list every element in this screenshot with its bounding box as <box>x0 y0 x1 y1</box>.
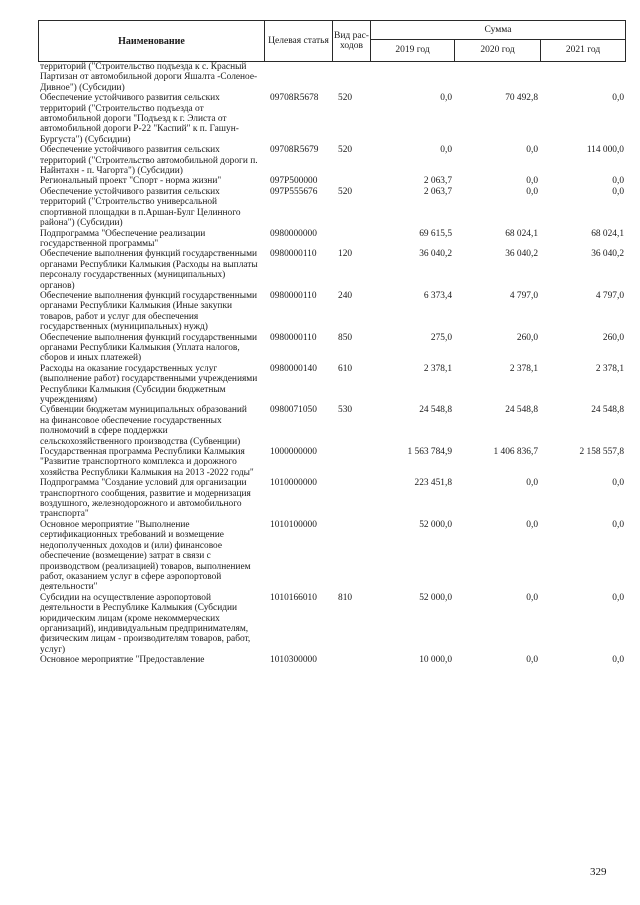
row-code: 09708R5679 <box>270 145 319 156</box>
row-2019: 10 000,0 <box>419 655 452 666</box>
row-2021: 24 548,8 <box>591 405 624 416</box>
row-2019: 1 563 784,9 <box>407 447 452 458</box>
row-2019: 69 615,5 <box>419 228 452 239</box>
table-row <box>38 364 626 406</box>
row-code: 097P555676 <box>270 186 318 197</box>
row-code: 0980000110 <box>270 332 317 343</box>
row-2019: 52 000,0 <box>419 519 452 530</box>
row-vid: 120 <box>338 249 353 260</box>
row-2019: 52 000,0 <box>419 592 452 603</box>
row-name: Субвенции бюджетам муниципальных образований на финансовое обеспечение государственных полномочий в сфере поддержки сельскохозяйственного производства (Субвенции) <box>40 405 247 447</box>
row-2021: 0,0 <box>612 478 624 489</box>
header-sum-group <box>371 21 625 61</box>
row-2020: 68 024,1 <box>505 228 538 239</box>
header-year-2020: 2020 год <box>455 39 541 61</box>
row-2020: 0,0 <box>526 592 538 603</box>
page-number: 329 <box>590 866 607 878</box>
row-2020: 260,0 <box>516 332 538 343</box>
row-code: 0980000000 <box>270 228 317 239</box>
row-2021: 0,0 <box>612 655 624 666</box>
row-2020: 4 797,0 <box>509 290 538 301</box>
row-name: Основное мероприятие "Выполнение сертификационных требований и возмещение недополученных доходов и (или) финансовое обеспечение (возмещение) затрат в связи с производством (реализацией) товаров, выполнением работ, оказанием услуг в сфере аэропортовой деятельности" <box>40 519 251 593</box>
table-row <box>38 333 626 364</box>
header-sum: Сумма <box>371 21 625 40</box>
row-2020: 70 492,8 <box>505 93 538 104</box>
table-row <box>38 405 626 447</box>
row-name: Подпрограмма "Создание условий для организации транспортного сообщения, развитие и модернизация воздушного, железнодорожного и автомобильного транспорта" <box>40 478 251 520</box>
row-2020: 0,0 <box>526 186 538 197</box>
row-code: 1010100000 <box>270 519 317 530</box>
row-code: 09708R5678 <box>270 93 319 104</box>
row-name: Обеспечение устойчивого развития сельских территорий ("Строительство подъезда от автомобильной дороги "Подъезд к г. Элиста от автомобильной дороги Р-22 "Каспий" к п. Гашун-Бургуста") (Субсидии) <box>40 93 239 145</box>
row-code: 1010000000 <box>270 478 317 489</box>
table-row <box>38 176 626 186</box>
row-2019: 2 063,7 <box>423 176 452 187</box>
row-vid: 240 <box>338 290 353 301</box>
table-row <box>38 291 626 333</box>
row-name: Обеспечение устойчивого развития сельских территорий ("Строительство универсальной спортивной площадки в п.Аршан-Булг Целинного района") (Субсидии) <box>40 186 241 229</box>
row-code: 0980000110 <box>270 290 317 301</box>
header-year-2021: 2021 год <box>565 44 601 55</box>
budget-table <box>38 20 626 666</box>
table-body <box>38 62 626 666</box>
table-row <box>38 187 626 229</box>
table-row <box>38 93 626 145</box>
row-2020: 0,0 <box>526 176 538 187</box>
table-row <box>38 655 626 665</box>
row-2021: 68 024,1 <box>591 228 624 239</box>
header-name: Наименование <box>39 21 265 61</box>
row-code: 0980000140 <box>270 363 317 374</box>
row-name: Основное мероприятие "Предоставление <box>40 655 205 666</box>
row-2021: 0,0 <box>612 519 624 530</box>
row-name: Региональный проект "Спорт - норма жизни" <box>40 176 222 187</box>
row-2021: 2 378,1 <box>595 363 624 374</box>
row-2020: 0,0 <box>526 145 538 156</box>
table-row <box>38 229 626 250</box>
row-code: 0980000110 <box>270 249 317 260</box>
row-code: 1010300000 <box>270 655 317 666</box>
row-vid: 610 <box>338 363 353 374</box>
table-row <box>38 62 626 93</box>
header-expense-type: Вид рас-ходов <box>333 21 371 61</box>
row-2020: 2 378,1 <box>509 363 538 374</box>
row-2020: 36 040,2 <box>505 249 538 260</box>
row-name: территорий ("Строительство подъезда к с. Красный Партизан от автомобильной дороги Яшалта -Соленое-Дивное") (Субсидии) <box>40 62 258 93</box>
row-2019: 275,0 <box>430 332 452 343</box>
row-code: 097P500000 <box>270 176 318 187</box>
row-2019: 0,0 <box>440 145 452 156</box>
row-2019: 2 063,7 <box>423 186 452 197</box>
table-row <box>38 249 626 291</box>
row-name: Государственная программа Республики Калмыкия "Развитие транспортного комплекса и дорожного хозяйства Республики Калмыкия на 2013 -2022 годы" <box>40 447 254 478</box>
row-2020: 0,0 <box>526 655 538 666</box>
row-2019: 223 451,8 <box>414 478 452 489</box>
row-2021: 0,0 <box>612 176 624 187</box>
row-2019: 6 373,4 <box>423 290 452 301</box>
row-2021: 0,0 <box>612 592 624 603</box>
row-2019: 2 378,1 <box>423 363 452 374</box>
row-vid: 520 <box>338 93 353 104</box>
table-row <box>38 593 626 655</box>
row-2019: 0,0 <box>440 93 452 104</box>
row-name: Подпрограмма "Обеспечение реализации государственной программы" <box>40 228 206 249</box>
row-vid: 810 <box>338 592 353 603</box>
row-name: Расходы на оказание государственных услуг (выполнение работ) государственными учреждениями Республики Калмыкия (Субсидии бюджетным учреждениям) <box>40 363 258 405</box>
row-2020: 24 548,8 <box>505 405 538 416</box>
row-2021: 114 000,0 <box>586 145 624 156</box>
table-row <box>38 145 626 176</box>
row-2020: 0,0 <box>526 478 538 489</box>
row-2019: 24 548,8 <box>419 405 452 416</box>
header-target-article: Целевая статья <box>265 21 333 61</box>
row-2021: 260,0 <box>602 332 624 343</box>
row-2021: 4 797,0 <box>595 290 624 301</box>
table-row <box>38 478 626 520</box>
header-year-2019: 2019 год <box>371 39 455 61</box>
row-2021: 0,0 <box>612 93 624 104</box>
table-row <box>38 447 626 478</box>
table-header <box>38 20 626 62</box>
row-2021: 36 040,2 <box>591 249 624 260</box>
row-vid: 850 <box>338 332 353 343</box>
row-name: Субсидии на осуществление аэропортовой деятельности в Республике Калмыкия (Субсидии юридическим лицам (кроме некоммерческих организаций), индивидуальным предпринимателям, физическим лицам - производителям товаров, работ, услуг) <box>40 592 251 655</box>
row-name: Обеспечение выполнения функций государственными органами Республики Калмыкия (Расходы на выплаты персоналу государственных (муниципальных) органов) <box>40 249 258 291</box>
row-vid: 530 <box>338 405 353 416</box>
table-row <box>38 520 626 593</box>
row-2021: 2 158 557,8 <box>579 447 624 458</box>
row-2020: 1 406 836,7 <box>493 447 538 458</box>
row-code: 1010166010 <box>270 592 317 603</box>
row-name: Обеспечение выполнения функций государственными органами Республики Калмыкия (Иные закупки товаров, работ и услуг для обеспечения государственных (муниципальных) нужд) <box>40 290 258 333</box>
row-2019: 36 040,2 <box>419 249 452 260</box>
row-code: 1000000000 <box>270 447 317 458</box>
row-2020: 0,0 <box>526 519 538 530</box>
row-name: Обеспечение выполнения функций государственными органами Республики Калмыкия (Уплата налогов, сборов и иных платежей) <box>40 332 258 364</box>
row-vid: 520 <box>338 186 353 197</box>
row-code: 0980071050 <box>270 405 317 416</box>
row-2021: 0,0 <box>612 186 624 197</box>
row-name: Обеспечение устойчивого развития сельских территорий ("Строительство автомобильной дороги п. Найнтахн - п. Чагорта") (Субсидии) <box>40 145 258 177</box>
row-vid: 520 <box>338 145 353 156</box>
